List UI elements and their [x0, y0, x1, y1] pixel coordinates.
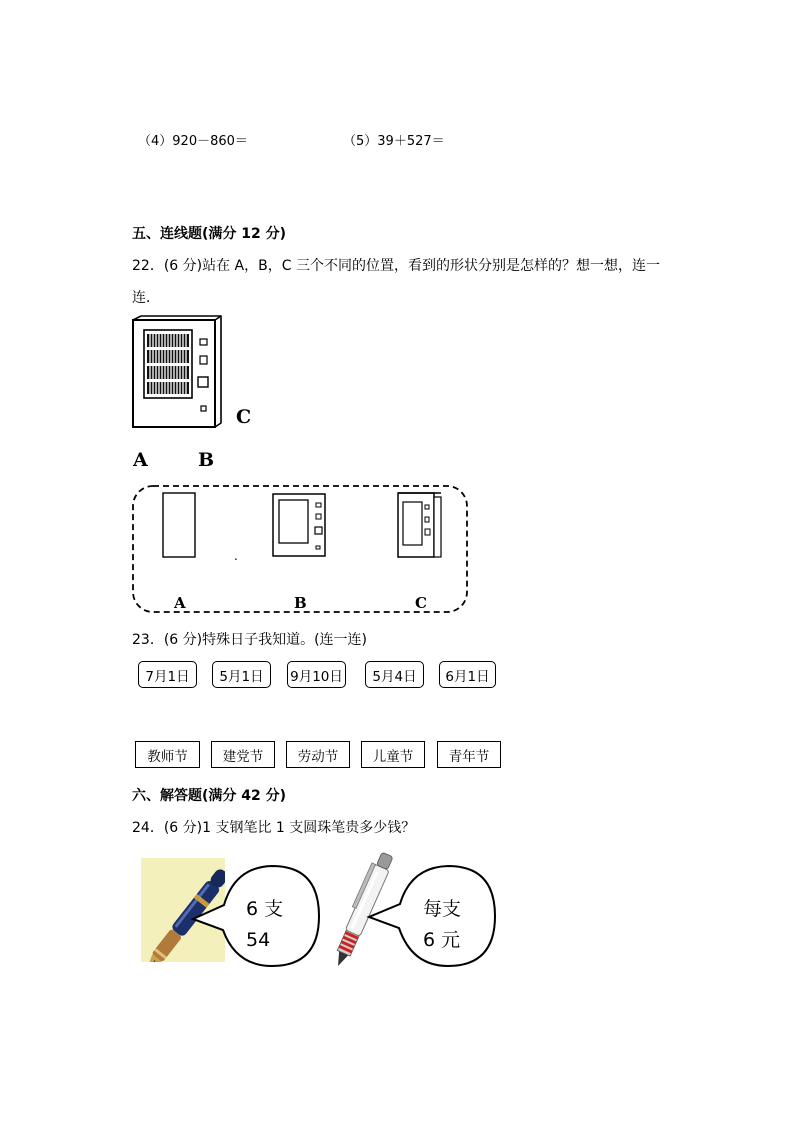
- section6-title: 六、解答题(满分 42 分): [132, 788, 287, 804]
- date-box-may4[interactable]: 5月4日: [365, 661, 424, 688]
- arith-q4: （4）920－860＝: [138, 134, 248, 149]
- festival-box-youth-day[interactable]: 青年节: [437, 741, 501, 768]
- vending-machine-illustration: [125, 315, 225, 430]
- festival-box-teachers-day[interactable]: 教师节: [135, 741, 200, 768]
- festival-box-party-founding-day[interactable]: 建党节: [211, 741, 275, 768]
- q22-line1: 22．(6 分)站在 A，B，C 三个不同的位置，看到的形状分别是怎样的？想一想，连一: [132, 258, 660, 274]
- bubble1-line1: 6 支: [246, 898, 284, 920]
- festival-box-childrens-day[interactable]: 儿童节: [361, 741, 425, 768]
- date-box-sep10[interactable]: 9月10日: [287, 661, 346, 688]
- view-option-c-shape: [398, 493, 441, 557]
- date-box-jul1[interactable]: 7月1日: [138, 661, 197, 688]
- date-box-jun1[interactable]: 6月1日: [439, 661, 496, 688]
- view-option-a-label: A: [174, 594, 186, 612]
- position-label-b: B: [198, 449, 215, 471]
- view-option-a-shape: [163, 493, 195, 557]
- position-label-c: C: [236, 406, 252, 428]
- section5-title: 五、连线题(满分 12 分): [132, 226, 287, 242]
- view-option-b-shape: [273, 494, 325, 556]
- q23-text: 23．(6 分)特殊日子我知道。(连一连): [132, 632, 368, 648]
- q22-line2: 连．: [132, 290, 160, 306]
- view-option-c-label: C: [415, 594, 427, 612]
- date-box-may1[interactable]: 5月1日: [212, 661, 271, 688]
- stray-dot: .: [234, 549, 238, 563]
- position-label-a: A: [133, 449, 148, 471]
- festival-box-labor-day[interactable]: 劳动节: [286, 741, 350, 768]
- bubble2-line2: 6 元: [423, 929, 461, 951]
- bubble2-line1: 每支: [423, 898, 462, 920]
- bubble1-line2: 54: [246, 929, 271, 951]
- arith-q5: （5）39＋527＝: [343, 134, 445, 149]
- q24-text: 24．(6 分)1 支钢笔比 1 支圆珠笔贵多少钱？: [132, 820, 416, 836]
- view-option-b-label: B: [294, 594, 307, 612]
